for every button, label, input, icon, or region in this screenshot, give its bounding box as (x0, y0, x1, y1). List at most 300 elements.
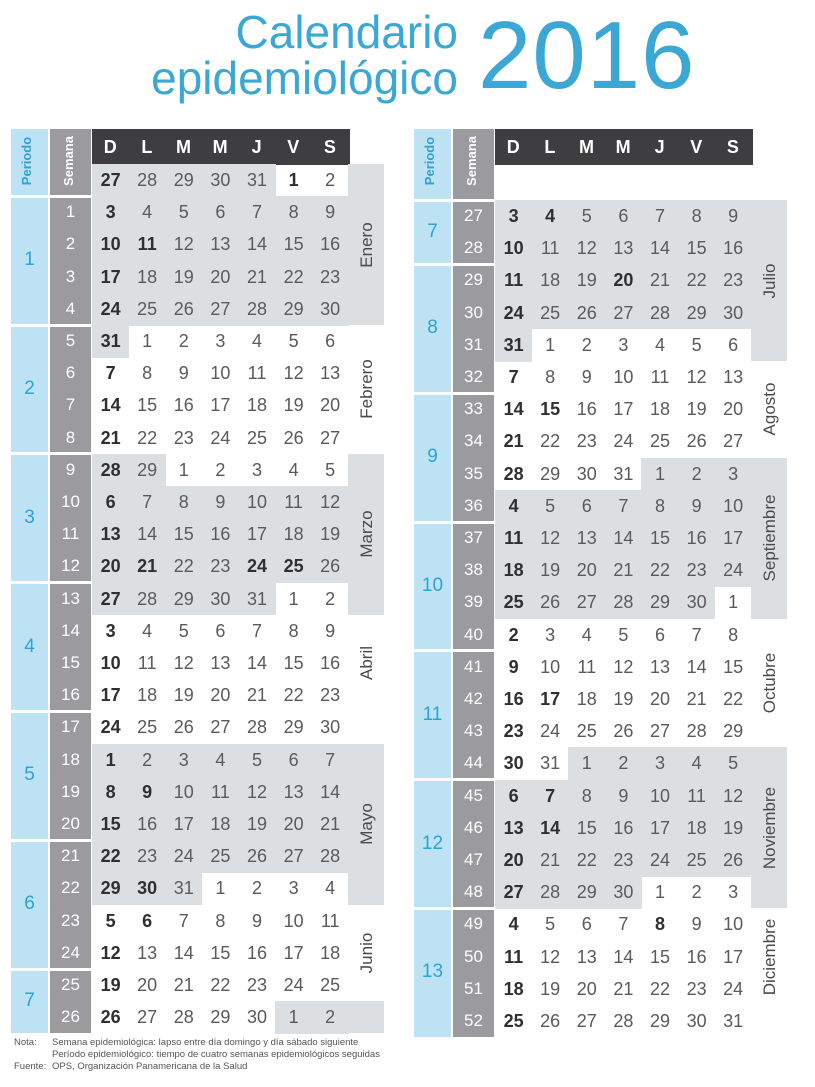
day-cell: 8 (92, 776, 129, 809)
day-cell: 28 (238, 293, 275, 326)
day-cell: 25 (495, 586, 532, 619)
day-cell: 30 (202, 583, 239, 616)
week-number: 13 (61, 588, 80, 608)
day-cell: 20 (649, 689, 670, 709)
day-cell: 21 (532, 844, 569, 877)
day-cell: 17 (641, 812, 678, 845)
day-cell: 16 (129, 808, 166, 841)
period-divider (414, 907, 494, 910)
day-cell: 13 (568, 522, 605, 555)
day-cell: 3 (105, 620, 116, 641)
month-label: Diciembre (760, 918, 780, 995)
period-number: 7 (24, 990, 35, 1011)
day-cell: 27 (723, 431, 744, 452)
period-divider (414, 521, 494, 524)
day-cell: 26 (686, 431, 707, 452)
day-cell: 15 (165, 518, 202, 551)
month-label: Marzo (357, 510, 377, 558)
day-cell: 27 (275, 840, 312, 873)
month-label: Mayo (357, 803, 377, 845)
day-cell: 8 (288, 620, 299, 641)
period-number: 11 (422, 703, 443, 725)
day-cell: 26 (715, 844, 752, 877)
day-cell: 22 (678, 264, 715, 297)
day-cell: 13 (723, 367, 744, 387)
period-number: 4 (24, 635, 35, 657)
day-cell: 22 (540, 431, 561, 452)
day-cell: 15 (275, 228, 312, 261)
day-cell: 11 (495, 522, 532, 555)
day-cell: 30 (320, 717, 341, 738)
day-cell: 28 (503, 463, 524, 484)
day-cell: 21 (641, 264, 678, 297)
day-cell: 7 (532, 780, 569, 813)
period-divider (414, 263, 494, 266)
day-cell: 1 (142, 331, 153, 351)
day-cell: 31 (613, 463, 634, 484)
day-cell: 28 (312, 840, 349, 873)
day-cell: 25 (275, 550, 312, 583)
day-cell: 11 (532, 232, 569, 265)
period-divider (11, 710, 91, 713)
day-cell: 27 (202, 293, 239, 326)
period-number: 7 (427, 221, 438, 242)
day-cell: 3 (288, 878, 299, 899)
day-cell: 25 (576, 721, 597, 742)
day-cell: 15 (723, 656, 744, 677)
day-cell: 18 (137, 685, 158, 706)
week-number: 9 (65, 459, 76, 479)
day-cell: 30 (312, 293, 349, 326)
day-cell: 19 (686, 399, 707, 420)
day-cell: 2 (678, 458, 715, 491)
day-cell: 29 (165, 164, 202, 197)
day-cell: 10 (495, 232, 532, 265)
day-cell: 1 (288, 170, 299, 190)
day-cell: 5 (715, 747, 752, 780)
day-cell: 21 (129, 550, 166, 583)
period-header: Periodo (422, 136, 437, 186)
week-number: 50 (464, 946, 483, 966)
day-cell: 7 (618, 914, 629, 935)
weekday-label: M (578, 137, 594, 157)
day-cell: 21 (312, 808, 349, 841)
day-cell: 17 (723, 946, 744, 967)
week-number: 5 (65, 331, 76, 350)
day-cell: 12 (715, 780, 752, 813)
week-number: 3 (65, 266, 76, 286)
footnotes (14, 1037, 380, 1073)
day-cell: 20 (275, 808, 312, 841)
day-cell: 9 (178, 363, 189, 384)
day-cell: 9 (605, 780, 642, 813)
day-cell: 31 (238, 164, 275, 197)
day-cell: 26 (540, 1011, 561, 1031)
month-label: Julio (760, 263, 780, 298)
day-cell: 13 (202, 228, 239, 261)
day-cell: 13 (649, 656, 670, 677)
day-cell: 19 (165, 261, 202, 294)
day-cell: 14 (532, 812, 569, 845)
day-cell: 6 (495, 780, 532, 813)
day-cell: 22 (165, 550, 202, 583)
day-cell: 4 (129, 196, 166, 229)
day-cell: 14 (605, 522, 642, 555)
day-cell: 13 (275, 776, 312, 809)
day-cell: 8 (275, 196, 312, 229)
day-cell: 2 (581, 334, 592, 355)
day-cell: 4 (142, 620, 153, 641)
day-cell: 10 (210, 363, 231, 384)
period-divider (11, 581, 91, 584)
week-number: 28 (464, 238, 483, 258)
day-cell: 1 (545, 334, 556, 355)
day-cell: 18 (649, 399, 670, 420)
week-number: 2 (65, 234, 76, 254)
week-number: 24 (61, 942, 80, 962)
month-label: Abril (357, 646, 377, 681)
month-label: Octubre (760, 652, 780, 714)
weekday-label: M (615, 137, 631, 157)
day-cell: 7 (641, 200, 678, 233)
day-cell: 23 (678, 554, 715, 587)
day-cell: 7 (605, 490, 642, 523)
day-cell: 31 (723, 1011, 744, 1031)
day-cell: 28 (129, 583, 166, 616)
day-cell: 8 (641, 490, 678, 523)
week-number: 37 (464, 528, 483, 547)
day-cell: 26 (283, 427, 304, 448)
period-number: 8 (427, 317, 438, 339)
day-cell: 6 (92, 486, 129, 519)
weekday-header (495, 129, 753, 165)
day-cell: 16 (202, 518, 239, 551)
day-cell: 27 (137, 1007, 158, 1028)
day-cell: 28 (605, 586, 642, 619)
day-cell: 22 (275, 261, 312, 294)
day-cell: 20 (137, 975, 158, 995)
day-cell: 10 (283, 910, 304, 931)
day-cell: 2 (129, 744, 166, 777)
weekday-header (92, 129, 350, 165)
day-cell: 24 (540, 721, 561, 742)
title-line-1: Calendario (235, 6, 458, 58)
day-cell: 23 (173, 427, 194, 448)
day-cell: 9 (715, 200, 752, 233)
day-cell: 11 (577, 656, 597, 677)
day-cell: 5 (288, 331, 299, 351)
day-cell: 28 (532, 876, 569, 909)
note-line (14, 1037, 380, 1049)
day-cell: 12 (568, 232, 605, 265)
day-cell: 3 (495, 200, 532, 233)
week-number: 18 (61, 749, 80, 769)
day-cell: 30 (686, 1011, 707, 1031)
day-cell: 31 (495, 329, 532, 362)
day-cell: 5 (238, 744, 275, 777)
day-cell: 18 (275, 518, 312, 551)
week-number: 32 (464, 367, 483, 386)
day-cell: 19 (283, 395, 304, 416)
day-cell: 25 (320, 975, 341, 995)
day-cell: 29 (540, 463, 561, 484)
day-cell: 24 (723, 978, 744, 999)
day-cell: 12 (613, 656, 634, 677)
week-number: 47 (464, 850, 483, 869)
day-cell: 15 (540, 399, 561, 420)
note-text: OPS, Organización Panamericana de la Salud (52, 1061, 248, 1072)
day-cell: 16 (173, 395, 194, 416)
day-cell: 27 (210, 717, 231, 738)
day-cell: 19 (613, 689, 634, 709)
day-cell: 15 (210, 942, 231, 963)
day-cell: 3 (165, 744, 202, 777)
day-cell: 28 (686, 721, 707, 742)
day-cell: 24 (100, 717, 121, 738)
day-cell: 2 (508, 624, 519, 645)
period-number: 5 (24, 764, 35, 786)
week-number: 46 (464, 817, 483, 837)
day-cell: 2 (312, 1001, 349, 1034)
day-cell: 20 (568, 554, 605, 587)
day-cell: 13 (92, 518, 129, 551)
day-cell: 21 (605, 554, 642, 587)
period-number: 6 (24, 893, 35, 915)
day-cell: 19 (312, 518, 349, 551)
day-cell: 29 (165, 583, 202, 616)
day-cell: 23 (605, 844, 642, 877)
week-number: 34 (464, 431, 483, 451)
day-cell: 15 (92, 808, 129, 841)
day-cell: 7 (312, 744, 349, 777)
day-cell: 10 (92, 228, 129, 261)
day-cell: 21 (246, 685, 267, 706)
day-cell: 22 (92, 840, 129, 873)
weekday-label: J (251, 137, 262, 157)
day-cell: 18 (495, 554, 532, 587)
week-number: 7 (65, 395, 76, 415)
day-cell: 8 (654, 914, 665, 935)
day-cell: 16 (246, 942, 267, 963)
day-cell: 4 (495, 490, 532, 523)
day-cell: 20 (210, 685, 231, 706)
note-key: Fuente: (14, 1061, 47, 1072)
weekday-label: M (212, 137, 228, 157)
day-cell: 14 (238, 228, 275, 261)
day-cell: 14 (100, 395, 121, 416)
day-cell: 22 (210, 975, 231, 995)
week-header: Semana (61, 136, 76, 186)
month-band (348, 1001, 384, 1033)
day-cell: 26 (238, 840, 275, 873)
day-cell: 24 (283, 975, 304, 995)
day-cell: 14 (641, 232, 678, 265)
day-cell: 31 (238, 583, 275, 616)
day-cell: 9 (508, 656, 519, 677)
week-number: 11 (61, 524, 80, 544)
period-divider (11, 968, 91, 971)
day-cell: 28 (613, 1011, 634, 1031)
day-cell: 11 (495, 264, 532, 297)
day-cell: 3 (728, 882, 739, 903)
day-cell: 6 (202, 196, 239, 229)
day-cell: 13 (495, 812, 532, 845)
day-cell: 13 (320, 363, 341, 384)
day-cell: 7 (238, 196, 275, 229)
day-cell: 29 (678, 297, 715, 330)
day-cell: 24 (165, 840, 202, 873)
day-cell: 14 (129, 518, 166, 551)
title-year: 2016 (478, 2, 696, 109)
day-cell: 2 (325, 588, 336, 609)
day-cell: 6 (581, 914, 592, 935)
period-header: Periodo (19, 136, 34, 186)
week-number: 33 (464, 399, 483, 419)
day-cell: 10 (165, 776, 202, 809)
day-cell: 8 (545, 367, 556, 387)
week-number: 52 (464, 1011, 483, 1030)
day-cell: 6 (215, 620, 226, 641)
week-number: 16 (61, 685, 80, 705)
day-cell: 9 (691, 914, 702, 935)
weekday-label: L (141, 137, 153, 157)
week-number: 41 (464, 656, 483, 676)
day-cell: 2 (215, 459, 226, 480)
day-cell: 23 (246, 975, 267, 995)
day-cell: 23 (312, 261, 349, 294)
day-cell: 3 (715, 458, 752, 491)
day-cell: 14 (173, 942, 194, 963)
day-cell: 16 (320, 653, 341, 673)
period-number: 2 (24, 378, 35, 399)
day-cell: 25 (246, 427, 267, 448)
day-cell: 22 (568, 844, 605, 877)
day-cell: 26 (532, 586, 569, 619)
day-cell: 16 (576, 399, 597, 420)
day-cell: 14 (312, 776, 349, 809)
day-cell: 30 (678, 586, 715, 619)
day-cell: 17 (715, 522, 752, 555)
day-cell: 11 (678, 780, 715, 813)
day-cell: 26 (100, 1007, 121, 1028)
day-cell: 10 (613, 367, 634, 387)
note-text: Semana epidemiológica: lapso entre día domingo y día sábado siguiente (52, 1037, 359, 1048)
day-cell: 25 (678, 844, 715, 877)
day-cell: 25 (532, 297, 569, 330)
note-key: Nota: (14, 1037, 37, 1048)
week-number: 14 (61, 620, 80, 640)
day-cell: 3 (545, 624, 556, 645)
day-cell: 26 (165, 293, 202, 326)
day-cell: 11 (137, 653, 157, 673)
week-number: 29 (464, 270, 483, 290)
day-cell: 10 (715, 490, 752, 523)
day-cell: 18 (202, 808, 239, 841)
day-cell: 7 (691, 624, 702, 645)
day-cell: 7 (105, 363, 116, 384)
day-cell: 13 (137, 942, 158, 963)
week-number: 49 (464, 914, 483, 934)
day-cell: 1 (288, 588, 299, 609)
day-cell: 20 (576, 978, 597, 999)
week-number: 17 (61, 717, 80, 737)
day-cell: 21 (686, 689, 707, 709)
period-divider (414, 392, 494, 395)
day-cell: 30 (503, 753, 524, 774)
day-cell: 17 (100, 685, 121, 706)
period-divider (414, 778, 494, 781)
week-number: 35 (464, 463, 483, 483)
day-cell: 20 (495, 844, 532, 877)
day-cell: 21 (100, 427, 121, 448)
week-number: 43 (464, 721, 483, 741)
week-number: 36 (464, 495, 483, 515)
day-cell: 10 (641, 780, 678, 813)
period-divider (11, 452, 91, 455)
day-cell: 19 (173, 685, 194, 706)
day-cell: 28 (129, 164, 166, 197)
day-cell: 11 (247, 363, 267, 384)
day-cell: 6 (142, 910, 153, 931)
day-cell: 29 (641, 586, 678, 619)
week-number: 12 (61, 556, 80, 576)
day-cell: 12 (165, 228, 202, 261)
day-cell: 22 (283, 685, 304, 706)
day-cell: 30 (715, 297, 752, 330)
day-cell: 17 (238, 518, 275, 551)
day-cell: 31 (540, 753, 561, 774)
day-cell: 15 (678, 232, 715, 265)
day-cell: 21 (238, 261, 275, 294)
day-cell: 6 (654, 624, 665, 645)
day-cell: 27 (92, 583, 129, 616)
day-cell: 25 (202, 840, 239, 873)
day-cell: 16 (715, 232, 752, 265)
day-cell: 31 (92, 325, 129, 358)
day-cell: 4 (202, 744, 239, 777)
day-cell: 29 (129, 454, 166, 487)
day-cell: 15 (283, 653, 304, 673)
day-cell: 16 (605, 812, 642, 845)
day-cell: 20 (202, 261, 239, 294)
day-cell: 22 (641, 554, 678, 587)
weekday-label: J (654, 137, 665, 157)
month-label: Agosto (760, 382, 780, 436)
day-cell: 27 (568, 586, 605, 619)
day-cell: 25 (137, 717, 158, 738)
day-cell: 23 (686, 978, 707, 999)
day-cell: 8 (678, 200, 715, 233)
day-cell: 11 (129, 228, 166, 261)
week-number: 30 (464, 302, 483, 322)
day-cell: 24 (495, 297, 532, 330)
day-cell: 4 (532, 200, 569, 233)
day-cell: 27 (576, 1011, 597, 1031)
day-cell: 1 (178, 459, 189, 480)
period-number: 12 (421, 832, 444, 854)
day-cell: 2 (325, 170, 336, 190)
day-cell: 1 (654, 882, 665, 903)
week-number: 15 (61, 653, 80, 672)
week-number: 51 (464, 978, 483, 998)
day-cell: 5 (165, 196, 202, 229)
day-cell: 25 (503, 1011, 524, 1031)
day-cell: 30 (202, 164, 239, 197)
day-cell: 9 (312, 196, 349, 229)
day-cell: 17 (283, 942, 304, 963)
month-label: Septiembre (760, 494, 780, 582)
week-number: 39 (464, 592, 483, 612)
